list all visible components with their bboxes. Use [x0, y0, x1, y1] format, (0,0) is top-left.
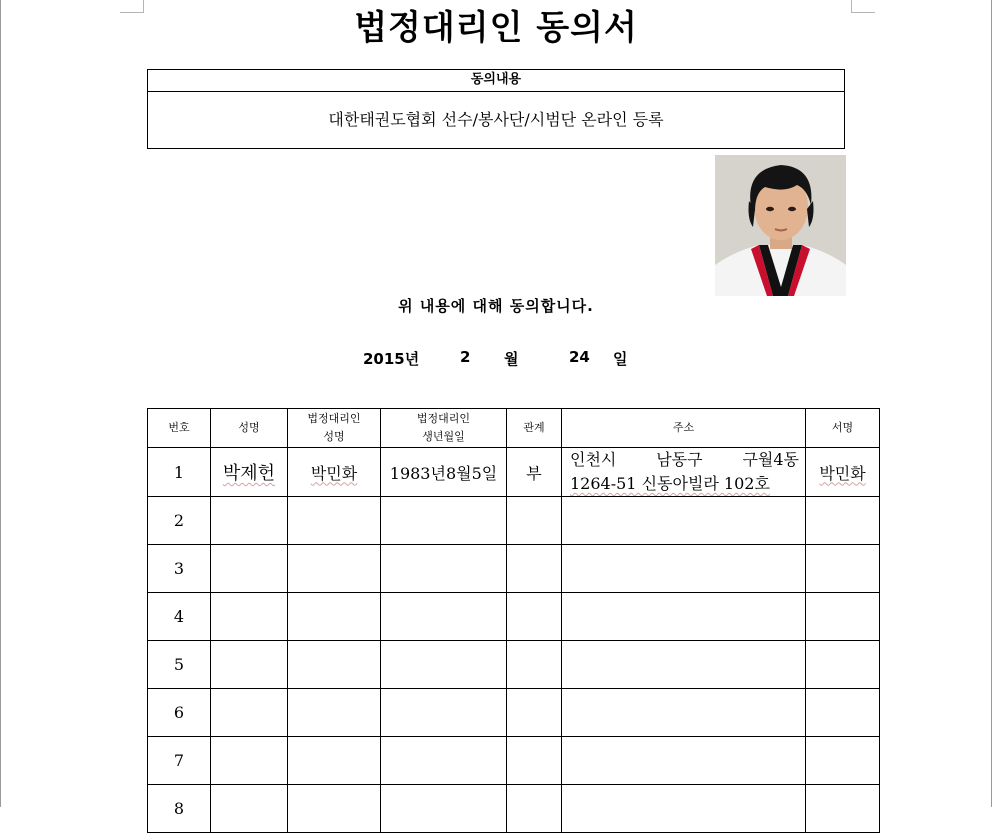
guardian-table: [147, 408, 880, 833]
date-month-unit: 월: [504, 350, 519, 368]
date-day-unit: 일: [613, 350, 628, 368]
row-signature: [806, 689, 880, 737]
row-signature: [806, 545, 880, 593]
row-name: [211, 593, 288, 641]
table-row: [148, 448, 880, 497]
row-guardian-name: [288, 689, 381, 737]
row-guardian-birth: [381, 593, 507, 641]
table-row: [148, 785, 880, 833]
row-name: [211, 497, 288, 545]
row-guardian-birth: [381, 641, 507, 689]
consent-header: 동의내용: [148, 70, 844, 92]
row-guardian-name-text: 박민화: [310, 463, 358, 483]
header-guardian-birth: [381, 409, 507, 448]
row-name: [211, 545, 288, 593]
header-guardian-name: [288, 409, 381, 448]
row-number: 5: [148, 641, 211, 689]
row-guardian-name: [288, 545, 381, 593]
row-guardian-name: [288, 737, 381, 785]
header-guardian-birth-line1: 법정대리인: [416, 412, 471, 425]
row-name: [211, 448, 288, 497]
address-neighborhood: 구월4동: [742, 450, 799, 469]
header-guardian-name-line1: 법정대리인: [307, 412, 361, 425]
row-name: [211, 689, 288, 737]
row-signature: [806, 641, 880, 689]
row-signature: [806, 497, 880, 545]
row-address: [562, 448, 806, 497]
row-guardian-birth: [381, 785, 507, 833]
student-photo-icon: [715, 155, 846, 296]
row-address: [562, 689, 806, 737]
row-address: [562, 641, 806, 689]
row-signature: [806, 448, 880, 497]
row-guardian-name: [288, 593, 381, 641]
row-relation: [507, 593, 562, 641]
row-guardian-birth: [381, 497, 507, 545]
row-guardian-birth: [381, 689, 507, 737]
table-row: [148, 641, 880, 689]
row-number: 6: [148, 689, 211, 737]
row-signature-text: 박민화: [819, 463, 866, 483]
header-signature: 서명: [806, 409, 880, 448]
row-number: 3: [148, 545, 211, 593]
table-row: [148, 689, 880, 737]
address-city: 인천시: [570, 450, 617, 469]
row-relation: [507, 641, 562, 689]
row-guardian-birth: 1983년8월5일: [381, 448, 507, 497]
row-guardian-name: [288, 785, 381, 833]
row-relation: [507, 737, 562, 785]
page-left-edge: [0, 0, 1, 807]
table-row: [148, 497, 880, 545]
header-name: 성명: [211, 409, 288, 448]
row-address: [562, 737, 806, 785]
row-relation: [507, 689, 562, 737]
consent-body: [148, 92, 844, 148]
address-line2-text: 1264-51 신동아빌라 102호: [570, 474, 770, 493]
table-header-row: [148, 409, 880, 448]
date-year: 2015년: [363, 350, 420, 368]
row-signature: [806, 785, 880, 833]
row-address: [562, 497, 806, 545]
table-row: [148, 593, 880, 641]
header-guardian-name-line2: 성명: [323, 430, 345, 443]
row-name: [211, 785, 288, 833]
row-address-line2: [570, 472, 799, 496]
row-number: 2: [148, 497, 211, 545]
row-number: 4: [148, 593, 211, 641]
row-guardian-name: [288, 497, 381, 545]
header-guardian-birth-line2: 생년월일: [422, 430, 465, 443]
row-relation: [507, 497, 562, 545]
row-name-text: 박제헌: [222, 463, 276, 484]
row-number: 7: [148, 737, 211, 785]
row-signature: [806, 737, 880, 785]
row-number: 1: [148, 448, 211, 497]
row-guardian-birth: [381, 545, 507, 593]
row-guardian-birth: [381, 737, 507, 785]
row-address: [562, 785, 806, 833]
row-number: 8: [148, 785, 211, 833]
agreement-statement: 위 내용에 대해 동의합니다.: [398, 297, 594, 315]
row-name: [211, 641, 288, 689]
header-number: 번호: [148, 409, 211, 448]
table-row: [148, 545, 880, 593]
table-row: [148, 737, 880, 785]
row-address: [562, 545, 806, 593]
row-name: [211, 737, 288, 785]
row-relation: 부: [507, 448, 562, 497]
row-address: [562, 593, 806, 641]
header-relation: 관계: [507, 409, 562, 448]
document-title: 법정대리인 동의서: [354, 8, 638, 48]
consent-body-text: 대한태권도협회 선수/봉사단/시범단 온라인 등록: [328, 110, 664, 129]
date-month: 2: [460, 348, 471, 366]
row-guardian-name: [288, 448, 381, 497]
row-relation: [507, 785, 562, 833]
address-district: 남동구: [656, 450, 703, 469]
header-address: 주소: [562, 409, 806, 448]
row-address-line1: [570, 448, 799, 472]
consent-box: [147, 69, 845, 149]
date-day: 24: [569, 348, 590, 366]
row-signature: [806, 593, 880, 641]
row-relation: [507, 545, 562, 593]
row-guardian-name: [288, 641, 381, 689]
